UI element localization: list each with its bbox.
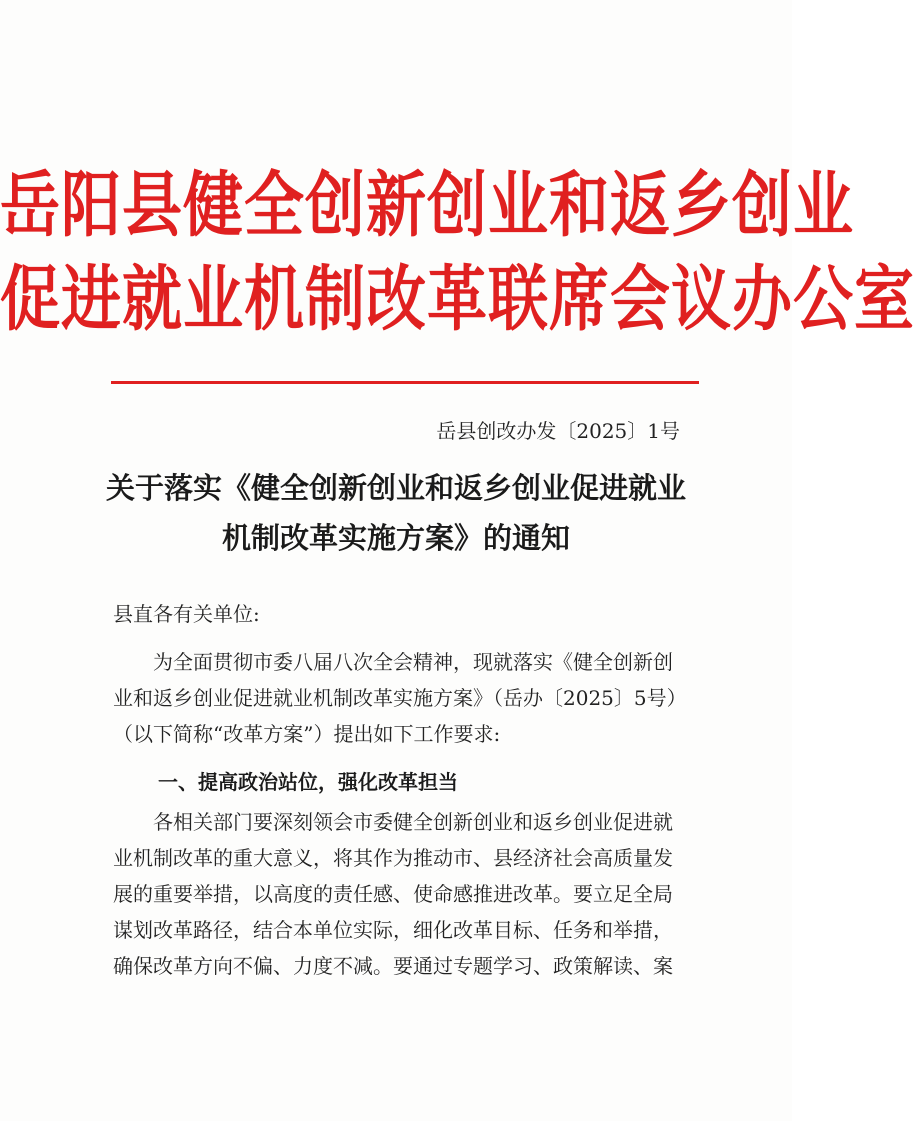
section1-heading: 一、提高政治站位，强化改革担当 [158,770,458,794]
paragraph1-line1: 为全面贯彻市委八届八次全会精神，现就落实《健全创新创 [153,650,673,674]
paragraph2-line4: 谋划改革路径，结合本单位实际，细化改革目标、任务和举措， [113,918,673,942]
issuing-office-header-line1: 岳阳县健全创新创业和返乡创业 [0,164,854,248]
paragraph2-line1: 各相关部门要深刻领会市委健全创新创业和返乡创业促进就 [153,810,673,834]
paragraph1-line2: 业和返乡创业促进就业机制改革实施方案》（岳办〔2025〕5号） [113,686,687,710]
salutation: 县直各有关单位: [113,602,260,626]
red-divider-line [111,381,699,384]
notice-title-line1: 关于落实《健全创新创业和返乡创业促进就业 [105,471,686,505]
document-number: 岳县创改办发〔2025〕1号 [436,419,680,443]
notice-title-line2: 机制改革实施方案》的通知 [221,521,570,555]
paragraph2-line2: 业机制改革的重大意义，将其作为推动市、县经济社会高质量发 [113,846,673,870]
paragraph2-line5: 确保改革方向不偏、力度不减。要通过专题学习、政策解读、案 [113,954,673,978]
paragraph2-line3: 展的重要举措，以高度的责任感、使命感推进改革。要立足全局 [113,882,673,906]
paragraph1-line3: （以下简称“改革方案”）提出如下工作要求: [113,722,501,746]
issuing-office-header-line2: 促进就业机制改革联席会议办公室 [0,258,915,342]
